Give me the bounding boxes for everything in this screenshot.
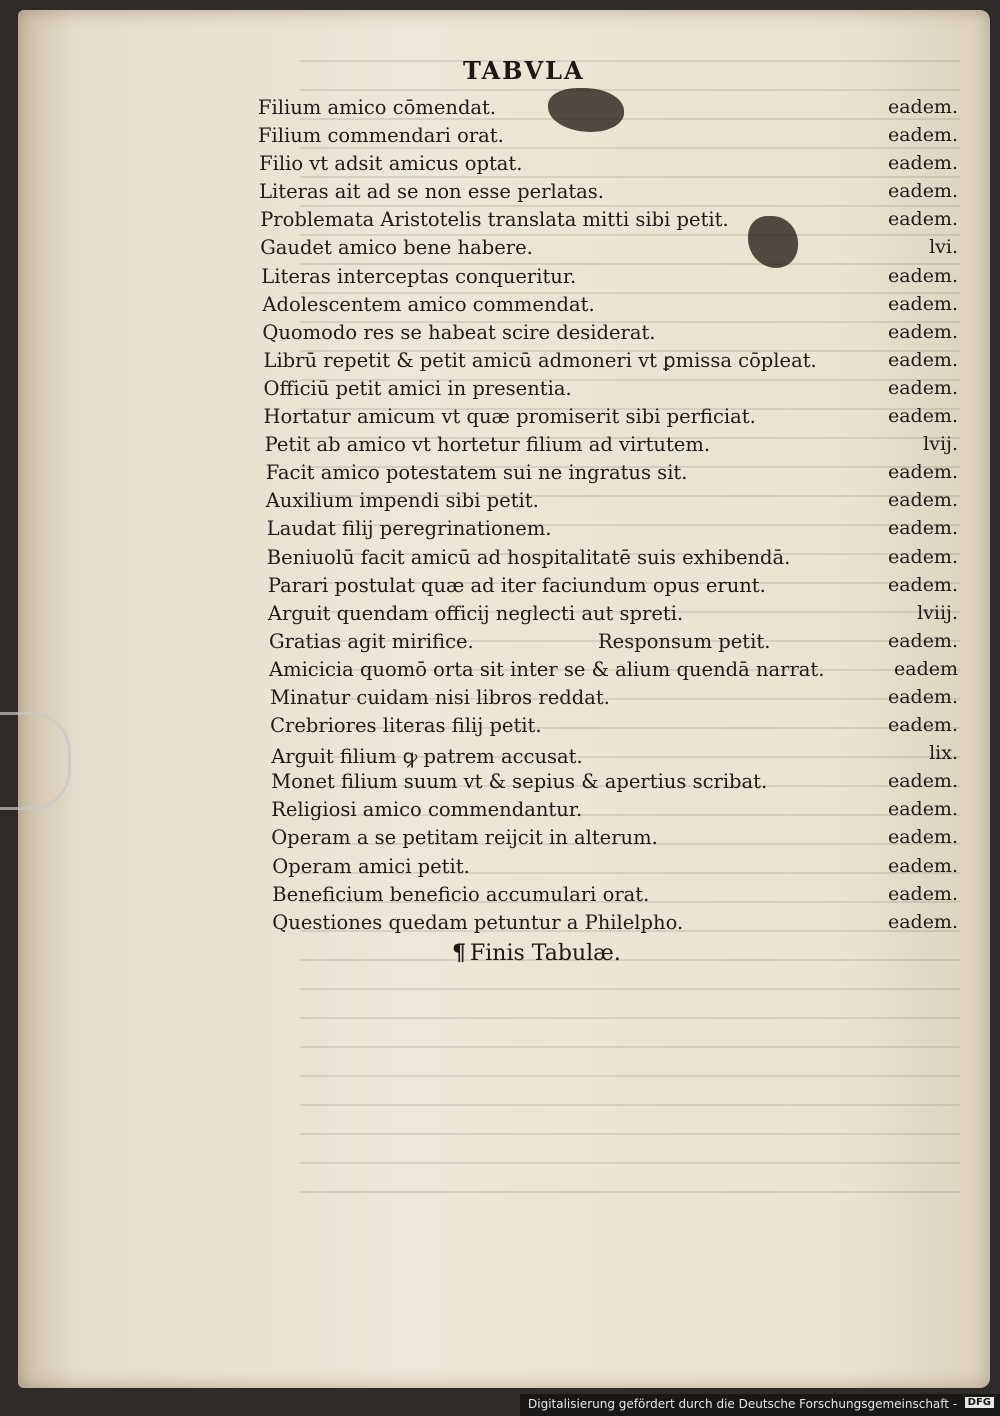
entry-folio: eadem. — [887, 798, 958, 821]
entry-folio: lix. — [929, 742, 958, 765]
page-title: TABVLA — [463, 56, 585, 85]
entry-folio: eadem. — [887, 770, 958, 793]
entry-folio: eadem. — [887, 376, 958, 399]
list-item — [258, 881, 960, 909]
entry-folio: eadem. — [887, 685, 958, 708]
entry-title: Officiū petit amici in presentia. — [263, 376, 572, 400]
list-item — [258, 656, 960, 684]
list-item — [258, 515, 960, 543]
list-item — [258, 178, 960, 206]
entry-folio: eadem. — [887, 292, 958, 315]
entry-folio: lvij. — [923, 433, 958, 456]
list-item — [258, 824, 960, 852]
finis-line — [452, 940, 621, 966]
list-item — [258, 853, 960, 881]
list-item — [258, 628, 960, 656]
entry-title: Librū repetit & petit amicū admoneri vt ꝑmissa cōpleat. — [263, 348, 817, 372]
entry-extra: Responsum petit. — [598, 629, 771, 653]
entry-title: Beneficium beneficio accumulari orat. — [272, 882, 650, 906]
entry-title: Amicicia quomō orta sit inter se & alium quendā narrat. — [269, 657, 825, 681]
list-item — [258, 740, 960, 768]
entry-folio: eadem. — [887, 348, 958, 371]
entry-title: Quomodo res se habeat scire desiderat. — [262, 320, 656, 344]
entry-title: Parari postulat quæ ad iter faciundum opus erunt. — [267, 573, 766, 597]
entry-title: Crebriores literas filij petit. — [270, 714, 542, 738]
list-item — [258, 263, 960, 291]
list-item — [258, 600, 960, 628]
list-item — [258, 431, 960, 459]
entry-folio: eadem. — [887, 714, 958, 737]
list-item — [258, 684, 960, 712]
entry-folio: eadem. — [887, 489, 958, 512]
entry-title: Gaudet amico bene habere. — [260, 236, 533, 260]
entry-title: Arguit filium ꝙ patrem accusat. — [271, 745, 583, 769]
entry-title: Filium amico cōmendat. — [258, 96, 497, 119]
entry-folio: eadem. — [887, 96, 958, 118]
entry-title: Literas ait ad se non esse perlatas. — [259, 180, 604, 204]
list-item — [258, 712, 960, 740]
entry-title: Adolescentem amico commendat. — [262, 292, 595, 316]
entry-folio: eadem. — [887, 517, 958, 540]
entry-folio: eadem. — [887, 208, 958, 231]
list-item — [258, 319, 960, 347]
entry-folio: eadem. — [887, 152, 958, 175]
list-item — [258, 796, 960, 824]
entry-title: Hortatur amicum vt quæ promiserit sibi perficiat. — [263, 405, 756, 429]
list-item — [258, 94, 960, 122]
entry-title: Filio vt adsit amicus optat. — [259, 152, 523, 176]
list-item — [258, 206, 960, 234]
entry-folio: lvi. — [929, 236, 958, 259]
paragraph-mark-icon: ¶ — [452, 940, 466, 966]
entry-folio: eadem. — [887, 854, 958, 877]
entry-folio: eadem — [894, 657, 958, 680]
entry-title: Petit ab amico vt hortetur filium ad virtutem. — [264, 433, 711, 457]
entry-folio: lviij. — [917, 601, 958, 624]
entry-title: Religiosi amico commendantur. — [271, 798, 583, 822]
list-item — [258, 234, 960, 262]
list-item — [258, 150, 960, 178]
entry-folio: eadem. — [887, 882, 958, 905]
entry-folio: eadem. — [887, 461, 958, 484]
entry-folio: eadem. — [887, 124, 958, 147]
entry-folio: eadem. — [887, 826, 958, 849]
list-item — [258, 768, 960, 796]
dfg-logo: DFG — [965, 1397, 994, 1408]
entry-title: Minatur cuidam nisi libros reddat. — [270, 685, 610, 709]
list-item — [258, 544, 960, 572]
list-item — [258, 122, 960, 150]
list-item — [258, 459, 960, 487]
entry-folio: eadem. — [887, 405, 958, 428]
entry-title: Literas interceptas conqueritur. — [261, 264, 577, 288]
page-clip — [0, 712, 71, 810]
entry-folio: eadem. — [887, 320, 958, 343]
entry-title: Operam a se petitam reijcit in alterum. — [271, 826, 658, 850]
entry-title: Facit amico potestatem sui ne ingratus sit. — [265, 461, 688, 485]
table-of-contents — [258, 94, 960, 937]
entry-folio: eadem. — [887, 573, 958, 596]
entry-title: Filium commendari orat. — [258, 124, 504, 148]
entry-folio: eadem. — [887, 629, 958, 652]
footer-credit: Digitalisierung gefördert durch die Deutsche Forschungsgemeinschaft - — [528, 1397, 958, 1411]
entry-title: Beniuolū facit amicū ad hospitalitatē suis exhibendā. — [266, 545, 791, 569]
finis-text: Finis Tabulæ. — [470, 941, 621, 966]
entry-title: Monet filium suum vt & sepius & apertius scribat. — [271, 770, 768, 794]
entry-folio: eadem. — [887, 180, 958, 203]
list-item — [258, 347, 960, 375]
list-item — [258, 909, 960, 937]
entry-folio: eadem. — [887, 264, 958, 287]
entry-title: Arguit quendam officij neglecti aut spreti. — [267, 601, 684, 625]
entry-title: Operam amici petit. — [272, 854, 470, 878]
entry-folio: eadem. — [887, 545, 958, 568]
entry-title: Gratias agit mirifice. — [269, 629, 474, 653]
entry-title: Problemata Aristotelis translata mitti sibi petit. — [260, 208, 729, 232]
list-item — [258, 487, 960, 515]
entry-title: Laudat filij peregrinationem. — [266, 517, 552, 541]
list-item — [258, 403, 960, 431]
entry-title: Questiones quedam petuntur a Philelpho. — [272, 910, 684, 934]
entry-folio: eadem. — [887, 910, 958, 933]
list-item — [258, 572, 960, 600]
list-item — [258, 375, 960, 403]
list-item — [258, 291, 960, 319]
entry-title: Auxilium impendi sibi petit. — [265, 489, 539, 513]
